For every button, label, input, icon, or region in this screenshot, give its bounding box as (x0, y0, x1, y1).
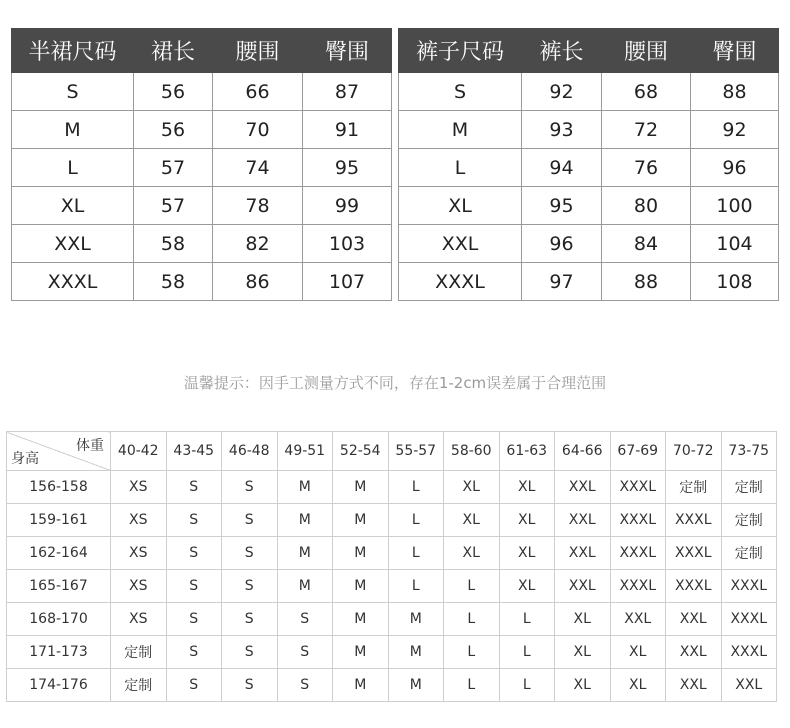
measure-cell: 82 (213, 225, 303, 263)
weight-range-header: 73-75 (721, 432, 777, 471)
measure-cell: 88 (602, 263, 691, 301)
height-range-cell: 156-158 (7, 471, 111, 504)
size-cell: XXXL (399, 263, 522, 301)
measure-cell: 92 (691, 111, 779, 149)
skirt-header-row (12, 29, 392, 73)
measure-cell: 100 (691, 187, 779, 225)
table-row (7, 471, 777, 504)
height-range-cell: 162-164 (7, 537, 111, 570)
recommended-size-cell: XXXL (666, 570, 722, 603)
recommended-size-cell: XXL (555, 537, 611, 570)
table-row (12, 111, 392, 149)
recommended-size-cell: S (277, 669, 333, 702)
table-row (399, 187, 779, 225)
size-cell: S (399, 73, 522, 111)
size-cell: XXXL (12, 263, 134, 301)
corner-cell (7, 432, 111, 471)
measure-cell: 99 (303, 187, 392, 225)
weight-range-header: 61-63 (499, 432, 555, 471)
recommended-size-cell: S (166, 504, 222, 537)
recommended-size-cell: M (333, 504, 389, 537)
table-row (399, 225, 779, 263)
recommended-size-cell: M (388, 603, 444, 636)
recommended-size-cell: XL (499, 504, 555, 537)
recommended-size-cell: M (333, 669, 389, 702)
recommended-size-cell: L (499, 669, 555, 702)
measure-cell: 58 (134, 263, 213, 301)
table-row (12, 73, 392, 111)
measure-cell: 87 (303, 73, 392, 111)
recommended-size-cell: XXL (555, 471, 611, 504)
measure-cell: 66 (213, 73, 303, 111)
recommended-size-cell: L (499, 636, 555, 669)
table-row (7, 603, 777, 636)
recommended-size-cell: L (444, 669, 500, 702)
recommended-size-cell: XL (444, 471, 500, 504)
table-row (7, 669, 777, 702)
recommended-size-cell: M (277, 537, 333, 570)
recommended-size-cell: 定制 (111, 636, 167, 669)
table-row (399, 149, 779, 187)
weight-range-header: 67-69 (610, 432, 666, 471)
weight-range-header: 40-42 (111, 432, 167, 471)
measure-cell: 93 (522, 111, 602, 149)
recommended-size-cell: M (333, 603, 389, 636)
pants-header-cell: 裤长 (522, 29, 602, 73)
recommended-size-cell: L (499, 603, 555, 636)
size-cell: XXL (12, 225, 134, 263)
skirt-body (12, 73, 392, 301)
recommended-size-cell: XXXL (610, 471, 666, 504)
recommended-size-cell: M (333, 537, 389, 570)
recommended-size-cell: XL (555, 636, 611, 669)
recommended-size-cell: XXL (721, 669, 777, 702)
recommended-size-cell: XXL (666, 636, 722, 669)
weight-header-row (7, 432, 777, 471)
recommended-size-cell: S (222, 471, 278, 504)
measure-cell: 103 (303, 225, 392, 263)
recommended-size-cell: XL (555, 603, 611, 636)
recommended-size-cell: XL (444, 537, 500, 570)
recommended-size-cell: XL (610, 669, 666, 702)
recommended-size-cell: XXL (555, 504, 611, 537)
recommended-size-cell: L (444, 636, 500, 669)
measure-cell: 58 (134, 225, 213, 263)
pants-header-cell: 腰围 (602, 29, 691, 73)
recommended-size-cell: S (222, 537, 278, 570)
recommended-size-cell: S (222, 636, 278, 669)
measure-cell: 95 (303, 149, 392, 187)
recommended-size-cell: XXL (610, 603, 666, 636)
measure-cell: 104 (691, 225, 779, 263)
measure-cell: 91 (303, 111, 392, 149)
table-row (12, 263, 392, 301)
measure-cell: 92 (522, 73, 602, 111)
height-range-cell: 165-167 (7, 570, 111, 603)
table-row (7, 504, 777, 537)
recommended-size-cell: XXXL (721, 570, 777, 603)
table-row (12, 187, 392, 225)
recommended-size-cell: 定制 (721, 504, 777, 537)
height-range-cell: 174-176 (7, 669, 111, 702)
recommended-size-cell: 定制 (666, 471, 722, 504)
recommended-size-cell: L (388, 471, 444, 504)
measure-cell: 74 (213, 149, 303, 187)
size-cell: M (399, 111, 522, 149)
recommended-size-cell: S (166, 636, 222, 669)
recommended-size-cell: XL (499, 471, 555, 504)
recommended-size-cell: XS (111, 504, 167, 537)
recommended-size-cell: S (166, 669, 222, 702)
measure-cell: 86 (213, 263, 303, 301)
recommended-size-cell: XXXL (666, 537, 722, 570)
recommended-size-cell: XL (499, 537, 555, 570)
recommended-size-cell: L (444, 570, 500, 603)
pants-body (399, 73, 779, 301)
measure-cell: 78 (213, 187, 303, 225)
recommended-size-cell: M (388, 669, 444, 702)
measure-cell: 56 (134, 111, 213, 149)
skirt-size-table (11, 28, 392, 301)
measure-cell: 80 (602, 187, 691, 225)
measure-cell: 84 (602, 225, 691, 263)
recommended-size-cell: XXXL (721, 603, 777, 636)
recommended-size-cell: L (388, 537, 444, 570)
recommended-size-cell: S (277, 603, 333, 636)
weight-range-header: 46-48 (222, 432, 278, 471)
table-row (7, 636, 777, 669)
weight-range-header: 70-72 (666, 432, 722, 471)
recommended-size-cell: XS (111, 603, 167, 636)
height-range-cell: 171-173 (7, 636, 111, 669)
table-row (399, 73, 779, 111)
recommended-size-cell: M (333, 636, 389, 669)
size-cell: XL (399, 187, 522, 225)
recommended-size-cell: XS (111, 570, 167, 603)
recommended-size-cell: 定制 (111, 669, 167, 702)
height-range-cell: 159-161 (7, 504, 111, 537)
recommended-size-cell: 定制 (721, 537, 777, 570)
weight-label: 体重 (76, 438, 104, 454)
measure-cell: 57 (134, 149, 213, 187)
recommended-size-cell: L (388, 570, 444, 603)
weight-range-header: 58-60 (444, 432, 500, 471)
table-row (12, 225, 392, 263)
weight-range-header: 52-54 (333, 432, 389, 471)
weight-range-header: 49-51 (277, 432, 333, 471)
weight-body (7, 471, 777, 702)
recommended-size-cell: XXL (666, 669, 722, 702)
measure-cell: 70 (213, 111, 303, 149)
measure-cell: 96 (522, 225, 602, 263)
recommended-size-cell: S (222, 504, 278, 537)
recommended-size-cell: S (166, 603, 222, 636)
recommended-size-cell: XL (610, 636, 666, 669)
recommended-size-cell: S (166, 570, 222, 603)
measure-cell: 57 (134, 187, 213, 225)
measure-cell: 97 (522, 263, 602, 301)
table-row (7, 537, 777, 570)
recommended-size-cell: XXL (555, 570, 611, 603)
measure-cell: 107 (303, 263, 392, 301)
pants-header-cell: 臀围 (691, 29, 779, 73)
table-row (7, 570, 777, 603)
recommended-size-cell: XXXL (610, 504, 666, 537)
recommended-size-cell: XL (555, 669, 611, 702)
measure-cell: 68 (602, 73, 691, 111)
recommended-size-cell: XXXL (610, 537, 666, 570)
measure-cell: 108 (691, 263, 779, 301)
recommended-size-cell: M (277, 471, 333, 504)
size-cell: M (12, 111, 134, 149)
table-row (399, 111, 779, 149)
pants-size-table (398, 28, 779, 301)
recommended-size-cell: XXXL (666, 504, 722, 537)
recommended-size-cell: L (388, 504, 444, 537)
table-row (399, 263, 779, 301)
weight-range-header: 55-57 (388, 432, 444, 471)
measure-cell: 76 (602, 149, 691, 187)
recommended-size-cell: S (166, 471, 222, 504)
measure-cell: 88 (691, 73, 779, 111)
measure-cell: 95 (522, 187, 602, 225)
recommended-size-cell: S (277, 636, 333, 669)
measurement-tip: 温馨提示：因手工测量方式不同，存在1-2cm误差属于合理范围 (183, 374, 607, 392)
recommended-size-cell: S (222, 570, 278, 603)
recommended-size-cell: M (277, 570, 333, 603)
recommended-size-cell: XL (499, 570, 555, 603)
recommended-size-cell: S (222, 603, 278, 636)
height-label: 身高 (11, 451, 39, 467)
skirt-header-cell: 腰围 (213, 29, 303, 73)
measure-cell: 56 (134, 73, 213, 111)
measure-cell: 96 (691, 149, 779, 187)
size-cell: L (12, 149, 134, 187)
height-weight-table (6, 431, 777, 702)
height-range-cell: 168-170 (7, 603, 111, 636)
skirt-header-cell: 裙长 (134, 29, 213, 73)
recommended-size-cell: M (388, 636, 444, 669)
recommended-size-cell: S (166, 537, 222, 570)
recommended-size-cell: M (333, 570, 389, 603)
size-cell: XXL (399, 225, 522, 263)
recommended-size-cell: XXL (666, 603, 722, 636)
recommended-size-cell: XS (111, 471, 167, 504)
skirt-header-cell: 半裙尺码 (12, 29, 134, 73)
recommended-size-cell: M (277, 504, 333, 537)
recommended-size-cell: XXXL (610, 570, 666, 603)
measure-cell: 72 (602, 111, 691, 149)
size-cell: L (399, 149, 522, 187)
weight-range-header: 64-66 (555, 432, 611, 471)
size-cell: XL (12, 187, 134, 225)
recommended-size-cell: XL (444, 504, 500, 537)
weight-range-header: 43-45 (166, 432, 222, 471)
recommended-size-cell: XXXL (721, 636, 777, 669)
recommended-size-cell: XS (111, 537, 167, 570)
recommended-size-cell: M (333, 471, 389, 504)
skirt-header-cell: 臀围 (303, 29, 392, 73)
recommended-size-cell: L (444, 603, 500, 636)
recommended-size-cell: S (222, 669, 278, 702)
recommended-size-cell: 定制 (721, 471, 777, 504)
table-row (12, 149, 392, 187)
size-cell: S (12, 73, 134, 111)
pants-header-row (399, 29, 779, 73)
pants-header-cell: 裤子尺码 (399, 29, 522, 73)
measure-cell: 94 (522, 149, 602, 187)
